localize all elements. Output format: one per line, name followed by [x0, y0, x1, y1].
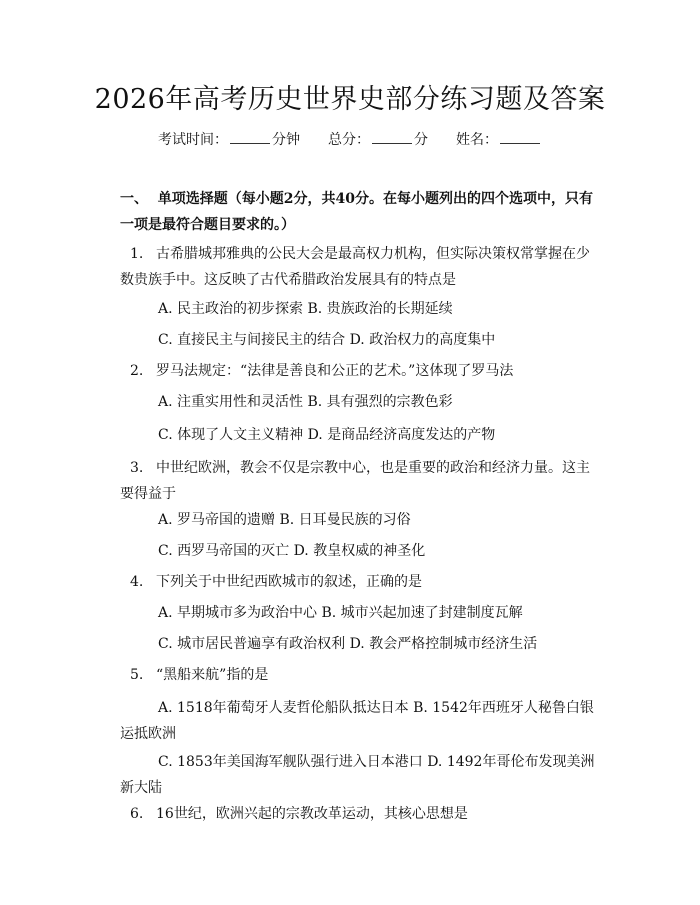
question-options: A. 民主政治的初步探索 B. 贵族政治的长期延续	[158, 301, 453, 317]
exam-meta	[0, 128, 700, 152]
question-text: 中世纪欧洲，教会不仅是宗教中心，也是重要的政治和经济力量。这主要得益于	[120, 460, 590, 502]
question-number: 1.	[130, 246, 144, 262]
question-options: C. 城市居民普遍享有政治权利 D. 教会严格控制城市经济生活	[158, 636, 538, 652]
question-options: A. 注重实用性和灵活性 B. 具有强烈的宗教色彩	[158, 394, 453, 410]
question-stem	[120, 241, 600, 293]
question-text: “黑船来航”指的是	[156, 667, 269, 683]
section-heading	[120, 186, 600, 238]
question-text: 16世纪，欧洲兴起的宗教改革运动，其核心思想是	[156, 806, 468, 822]
page-title: 2026年高考历史世界史部分练习题及答案	[94, 84, 606, 115]
question-text: 古希腊城邦雅典的公民大会是最高权力机构，但实际决策权常掌握在少数贵族手中。这反映了古代希腊政治发展具有的特点是	[120, 246, 590, 288]
question-stem	[120, 569, 600, 595]
name-label: 姓名：	[456, 132, 498, 148]
question-options: A. 罗马帝国的遗赠 B. 日耳曼民族的习俗	[158, 512, 411, 528]
question-number: 2.	[130, 363, 144, 379]
total-score	[328, 128, 428, 152]
time-unit: 分钟	[272, 132, 300, 148]
question-options: A. 早期城市多为政治中心 B. 城市兴起加速了封建制度瓦解	[158, 605, 523, 621]
question-number: 4.	[130, 574, 144, 590]
student-name	[456, 128, 542, 152]
exam-time	[158, 128, 300, 152]
question-options: C. 体现了人文主义精神 D. 是商品经济高度发达的产物	[158, 427, 496, 443]
score-label: 总分：	[328, 132, 370, 148]
time-blank	[230, 128, 270, 144]
question-text: 下列关于中世纪西欧城市的叙述，正确的是	[156, 574, 422, 590]
time-label: 考试时间：	[158, 132, 228, 148]
question-options: A. 1518年葡萄牙人麦哲伦船队抵达日本 B. 1542年西班牙人秘鲁白银运抵欧洲	[120, 700, 594, 742]
question-stem	[120, 455, 600, 507]
question-stem	[120, 358, 600, 384]
question-options: C. 西罗马帝国的灭亡 D. 教皇权威的神圣化	[158, 543, 426, 559]
question-number: 5.	[130, 667, 144, 683]
question-number: 6.	[130, 806, 144, 822]
question-options: C. 1853年美国海军舰队强行进入日本港口 D. 1492年哥伦布发现美洲新大陆	[120, 754, 595, 796]
section-number: 一、	[120, 191, 148, 207]
score-unit: 分	[414, 132, 428, 148]
name-blank	[500, 128, 540, 144]
question-number: 3.	[130, 460, 144, 476]
score-blank	[372, 128, 412, 144]
question-stem	[120, 662, 600, 688]
question-options: C. 直接民主与间接民主的结合 D. 政治权力的高度集中	[158, 332, 496, 348]
question-stem	[120, 801, 600, 827]
section-text: 单项选择题（每小题2分，共40分。在每小题列出的四个选项中，只有一项是最符合题目要求的。）	[120, 191, 593, 233]
question-text: 罗马法规定：“法律是善良和公正的艺术。”这体现了罗马法	[156, 363, 514, 379]
